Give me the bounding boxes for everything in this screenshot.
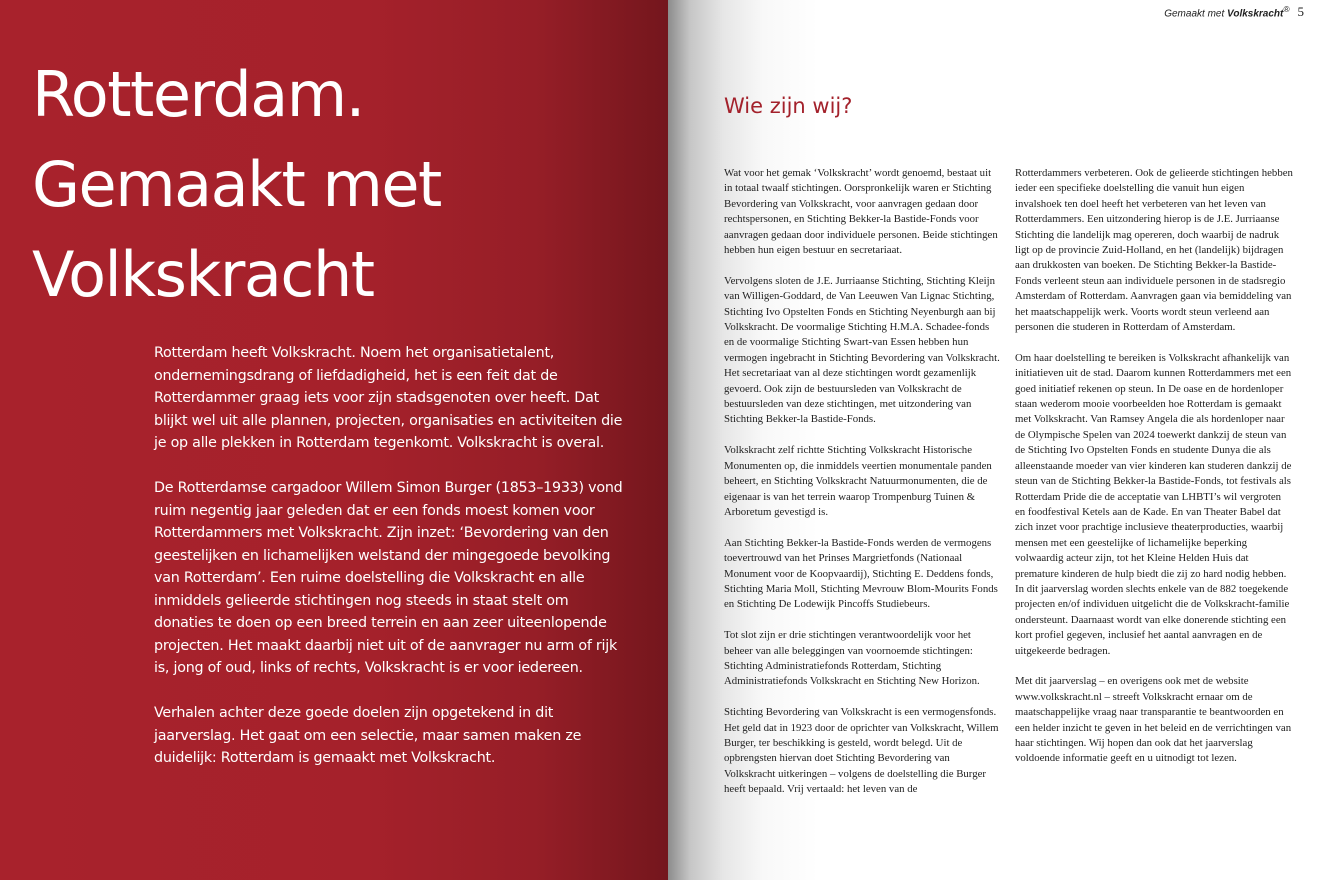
column-1-paragraph-3: Volkskracht zelf richtte Stichting Volkskracht Historische Monumenten op, die inmiddels veertien monumentale panden beheert, en Stichting Volkskracht Natuurmonumenten, die de eigenaar is van het terrein waarop Trompenburg Tuinen & Arboretum gevestigd is. bbox=[724, 444, 992, 518]
headline-line-3: Volkskracht bbox=[32, 238, 374, 311]
column-1-paragraph-1: Wat voor het gemak ‘Volkskracht’ wordt genoemd, bestaat uit in totaal twaalf stichtingen. Oorspronkelijk waren er Stichting Bevordering van Volkskracht, voor aanvragen gedaan door rechtspersonen, en Stichting Bekker-la Bastide-Fonds voor aanvragen gedaan door individuele personen. Beide stichtingen hebben hun eigen bestuur en secretariaat. bbox=[724, 167, 998, 257]
column-1-paragraph-4: Aan Stichting Bekker-la Bastide-Fonds werden de vermogens toevertrouwd van het Prinses Margrietfonds (Nationaal Monument voor de Koopvaardij), Stichting E. Deddens fonds, Stichting Maria Moll, Stichting Mevrouw Blom-Mourits Fonds en Stichting De Lodewijk Pincoffs Studiebeurs. bbox=[724, 536, 998, 611]
intro-paragraph-1: Rotterdam heeft Volkskracht. Noem het organisatietalent, ondernemingsdrang of liefdadigheid, het is een feit dat de Rotterdammer graag iets voor zijn stadsgenoten over heeft. Dat blijkt wel uit alle plannen, projecten, organisaties en activiteiten die je op alle plekken in Rotterdam tegenkomt. Volkskracht is overal. bbox=[154, 345, 623, 451]
text-column-2 bbox=[1015, 166, 1293, 782]
column-1-paragraph-5: Tot slot zijn er drie stichtingen verantwoordelijk voor het beheer van alle beleggingen van voornoemde stichtingen: Stichting Administratiefonds Rotterdam, Stichting Administratiefonds Volkskracht en Stichting New Horizon. bbox=[724, 629, 980, 688]
running-header-prefix: Gemaakt met bbox=[1164, 8, 1228, 20]
headline-line-2: Gemaakt met bbox=[32, 148, 441, 221]
intro-text bbox=[154, 342, 624, 792]
registered-mark: ® bbox=[1283, 4, 1290, 14]
right-page bbox=[668, 0, 1340, 880]
intro-paragraph-2: De Rotterdamse cargadoor Willem Simon Burger (1853–1933) vond ruim negentig jaar geleden dat er een fonds moest komen voor Rotterdammers met Volkskracht. Zijn inzet: ‘Bevordering van den geestelijken en lichamelijken welstand der mingegoede bevolking van Rotterdam’. Een ruime doelstelling die Volkskracht en alle inmiddels gelieerde stichtingen nog steeds in staat stelt om donaties te doen op een breed terrein en aan zeer uiteenlopende projecten. Het maakt daarbij niet uit of de aanvrager nu arm of rijk is, jong of oud, links of rechts, Volkskracht is er voor iedereen. bbox=[154, 480, 623, 676]
column-2-paragraph-1: Rotterdammers verbeteren. Ook de gelieerde stichtingen hebben ieder een specifieke doelstelling die vanuit hun eigen invalshoek ten doel heeft het verbeteren van het leven van Rotterdammers. Een uitzondering hierop is de J.E. Jurriaanse Stichting die landelijk mag opereren, doch waarbij de nadruk ligt op de provincie Zuid-Holland, en het (landelijk) bijdragen aan drukkosten van boeken. De Stichting Bekker-la Bastide-Fonds verleent steun aan individuele personen in de stadsregio Amsterdam of Rotterdam. Aanvragen gaan via bemiddeling van het maatschappelijk werk. Voorts wordt steun verleend aan personen die studeren in Rotterdam of Amsterdam. bbox=[1015, 167, 1293, 334]
column-1-paragraph-2: Vervolgens sloten de J.E. Jurriaanse Stichting, Stichting Kleijn van Willigen-Goddard, de Van Leeuwen Van Lignac Stichting, Stichting Ivo Opstelten Fonds en Stichting Neyenburgh aan bij Volkskracht. De voormalige Stichting H.M.A. Schadee-fonds en de voormalige Stichting Swart-van Essen hebben hun vermogen ingebracht in Stichting Bevordering van Volkskracht. Het secretariaat van al deze stichtingen wordt gezamenlijk gevoerd. Ook zijn de bestuursleden van Volkskracht de bestuursleden van deze stichtingen, met uitzondering van Stichting Bekker-la Bastide-Fonds. bbox=[724, 274, 1000, 426]
column-1-paragraph-6: Stichting Bevordering van Volkskracht is een vermogensfonds. Het geld dat in 1923 door de oprichter van Volkskracht, Willem Burger, ter beschikking is gesteld, wordt belegd. Uit de opbrengsten hiervan doet Stichting Bevordering van Volkskracht uitkeringen – volgens de doelstelling die Burger heeft bepaald. Vrij vertaald: het leven van de bbox=[724, 706, 999, 796]
column-2-paragraph-2: Om haar doelstelling te bereiken is Volkskracht afhankelijk van initiatieven uit de stad. Daarom kunnen Rotterdammers met een goed initiatief rekenen op steun. In De oase en de hordenloper staan wederom mooie voorbeelden hoe Rotterdam is gemaakt met Volkskracht. Van Ramsey Angela die als hordenloper naar de Olympische Spelen van 2024 toewerkt dankzij de steun van de Stichting Ivo Opstelten Fonds en studente Dunya die als alleenstaande moeder van vier kinderen kan studeren dankzij de steun van de Stichting Bekker-la Bastide-Fonds, tot festivals als Rotterdam Pride die de acceptatie van LHBTI’s wil vergroten en foodfestival Ketels aan de Kade. En van Theater Babel dat zich inzet voor prachtige inclusieve theaterproducties, waarbij mensen met een geestelijke of lichamelijke beperking volwaardig acteur zijn, tot het Kleine Helden Huis dat premature kinderen de hulp biedt die zij zo hard nodig hebben. In dit jaarverslag worden slechts enkele van de 882 toegekende projecten en/of individuen uitgelicht die de Volkskracht-familie ondersteunt. Daarnaast wordt van elke donerende stichting een kort profiel gegeven, inclusief het aantal aanvragen en de uitgekeerde bedragen. bbox=[1015, 351, 1292, 657]
headline bbox=[32, 50, 441, 320]
left-page bbox=[0, 0, 668, 880]
running-header-brand: Volkskracht bbox=[1227, 8, 1284, 20]
column-2-paragraph-3: Met dit jaarverslag – en overigens ook met de website www.volkskracht.nl – streeft Volkskracht ernaar om de maatschappelijke vraag naar transparantie te beantwoorden en een helder inzicht te geven in het beleid en de verrichtingen van haar stichtingen. Wij hopen dan ook dat het jaarverslag voldoende informatie geeft en u uitnodigt tot lezen. bbox=[1015, 675, 1292, 765]
section-title: Wie zijn wij? bbox=[724, 94, 853, 118]
intro-paragraph-3: Verhalen achter deze goede doelen zijn opgetekend in dit jaarverslag. Het gaat om een selectie, maar samen maken ze duidelijk: Rotterdam is gemaakt met Volkskracht. bbox=[154, 705, 582, 766]
running-header bbox=[1164, 4, 1304, 20]
page-number: 5 bbox=[1297, 4, 1304, 20]
headline-line-1: Rotterdam. bbox=[32, 58, 364, 131]
text-column-1 bbox=[724, 166, 1002, 813]
